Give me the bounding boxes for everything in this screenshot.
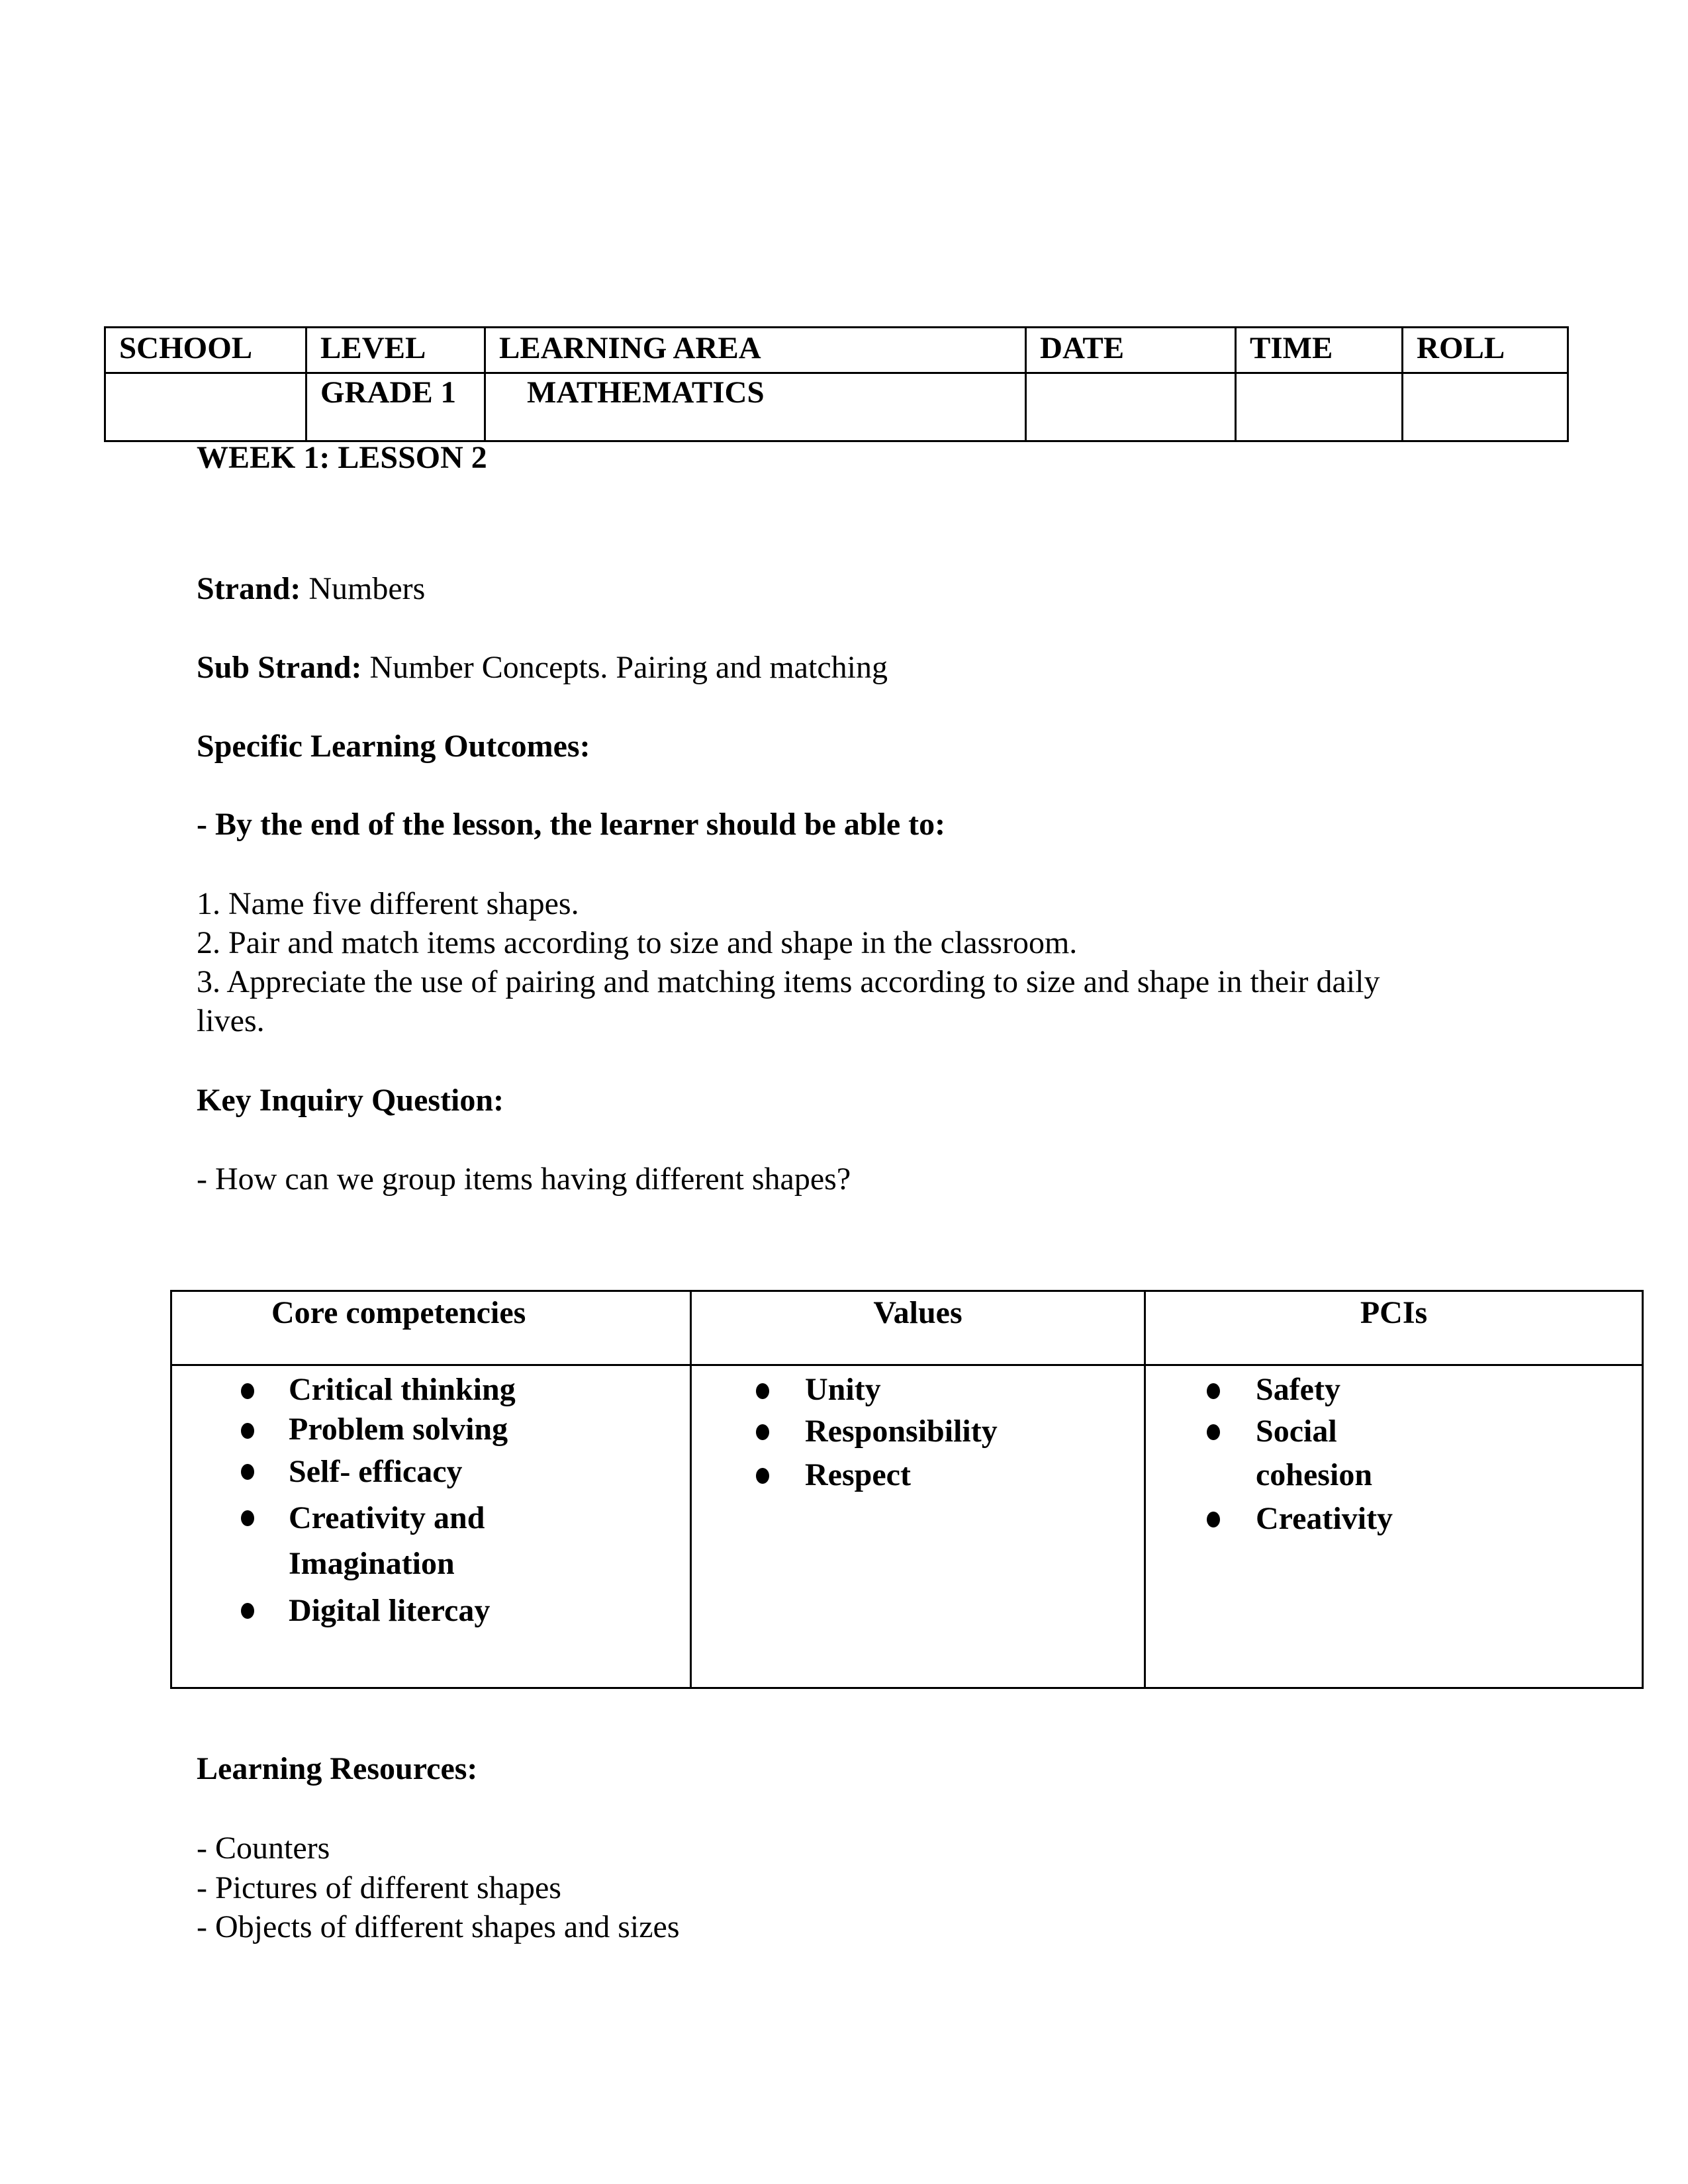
list-item-continued: Imagination — [289, 1546, 455, 1581]
resource-item-1: - Counters — [197, 1831, 330, 1866]
info-value-row — [105, 373, 1568, 441]
bullet-icon — [1207, 1424, 1220, 1440]
header-core-competencies: Core competencies — [171, 1291, 691, 1365]
bullet-icon — [756, 1468, 769, 1484]
value-time — [1236, 373, 1403, 441]
core-competencies-list — [173, 1370, 689, 1636]
pcis-cell — [1145, 1365, 1643, 1688]
header-school: SCHOOL — [105, 328, 306, 373]
list-item: Critical thinking — [289, 1370, 689, 1410]
competencies-header-row — [171, 1291, 1643, 1365]
header-values: Values — [691, 1291, 1145, 1365]
bullet-icon — [241, 1423, 254, 1439]
header-learning-area: LEARNING AREA — [485, 328, 1026, 373]
header-pcis: PCIs — [1145, 1291, 1643, 1365]
strand-label: Strand: — [197, 571, 301, 606]
lesson-title: WEEK 1: LESSON 2 — [197, 440, 487, 475]
list-item: Social — [1256, 1410, 1641, 1453]
header-time: TIME — [1236, 328, 1403, 373]
outcome-item-3: 3. Appreciate the use of pairing and matching items according to size and shape in their daily — [197, 964, 1380, 999]
sub-strand-line — [197, 649, 888, 686]
strand-line — [197, 570, 425, 608]
value-level: GRADE 1 — [306, 373, 485, 441]
outcome-item-1: 1. Name five different shapes. — [197, 886, 579, 921]
bullet-icon — [241, 1464, 254, 1480]
list-item: Problem solving — [289, 1410, 689, 1449]
bullet-icon — [756, 1383, 769, 1399]
strand-value: Numbers — [308, 571, 426, 606]
inquiry-question: - How can we group items having different shapes? — [197, 1161, 851, 1197]
list-item: Digital litercay — [289, 1586, 689, 1636]
values-cell — [691, 1365, 1145, 1688]
header-date: DATE — [1026, 328, 1236, 373]
resource-item-3: - Objects of different shapes and sizes — [197, 1909, 680, 1944]
values-list — [692, 1370, 1143, 1497]
outcome-item-3-continued: lives. — [197, 1003, 265, 1038]
list-item-continued: cohesion — [1256, 1457, 1373, 1492]
sub-strand-value: Number Concepts. Pairing and matching — [369, 650, 888, 685]
info-header-row — [105, 328, 1568, 373]
value-school — [105, 373, 306, 441]
list-item: Creativity and — [289, 1494, 689, 1542]
lesson-info-table — [104, 326, 1569, 442]
outcomes-heading: Specific Learning Outcomes: — [197, 729, 590, 764]
list-item: Respect — [805, 1453, 1143, 1497]
bullet-icon — [1207, 1512, 1220, 1527]
resources-heading: Learning Resources: — [197, 1751, 478, 1786]
outcomes-intro: - By the end of the lesson, the learner should be able to: — [197, 807, 946, 842]
bullet-icon — [241, 1603, 254, 1619]
list-item: Self- efficacy — [289, 1449, 689, 1494]
list-item: Unity — [805, 1370, 1143, 1410]
core-competencies-cell — [171, 1365, 691, 1688]
competencies-table — [170, 1290, 1644, 1689]
list-item: Creativity — [1256, 1497, 1641, 1541]
outcome-item-2: 2. Pair and match items according to size and shape in the classroom. — [197, 925, 1078, 960]
value-date — [1026, 373, 1236, 441]
bullet-icon — [1207, 1383, 1220, 1399]
value-learning-area: MATHEMATICS — [485, 373, 1026, 441]
header-roll: ROLL — [1403, 328, 1568, 373]
competencies-content-row — [171, 1365, 1643, 1688]
list-item: Safety — [1256, 1370, 1641, 1410]
sub-strand-label: Sub Strand: — [197, 650, 362, 685]
header-level: LEVEL — [306, 328, 485, 373]
bullet-icon — [241, 1383, 254, 1399]
pcis-list — [1147, 1370, 1641, 1541]
list-item: Responsibility — [805, 1410, 1143, 1453]
inquiry-heading: Key Inquiry Question: — [197, 1083, 504, 1118]
value-roll — [1403, 373, 1568, 441]
resource-item-2: - Pictures of different shapes — [197, 1870, 561, 1905]
bullet-icon — [756, 1424, 769, 1440]
bullet-icon — [241, 1510, 254, 1526]
